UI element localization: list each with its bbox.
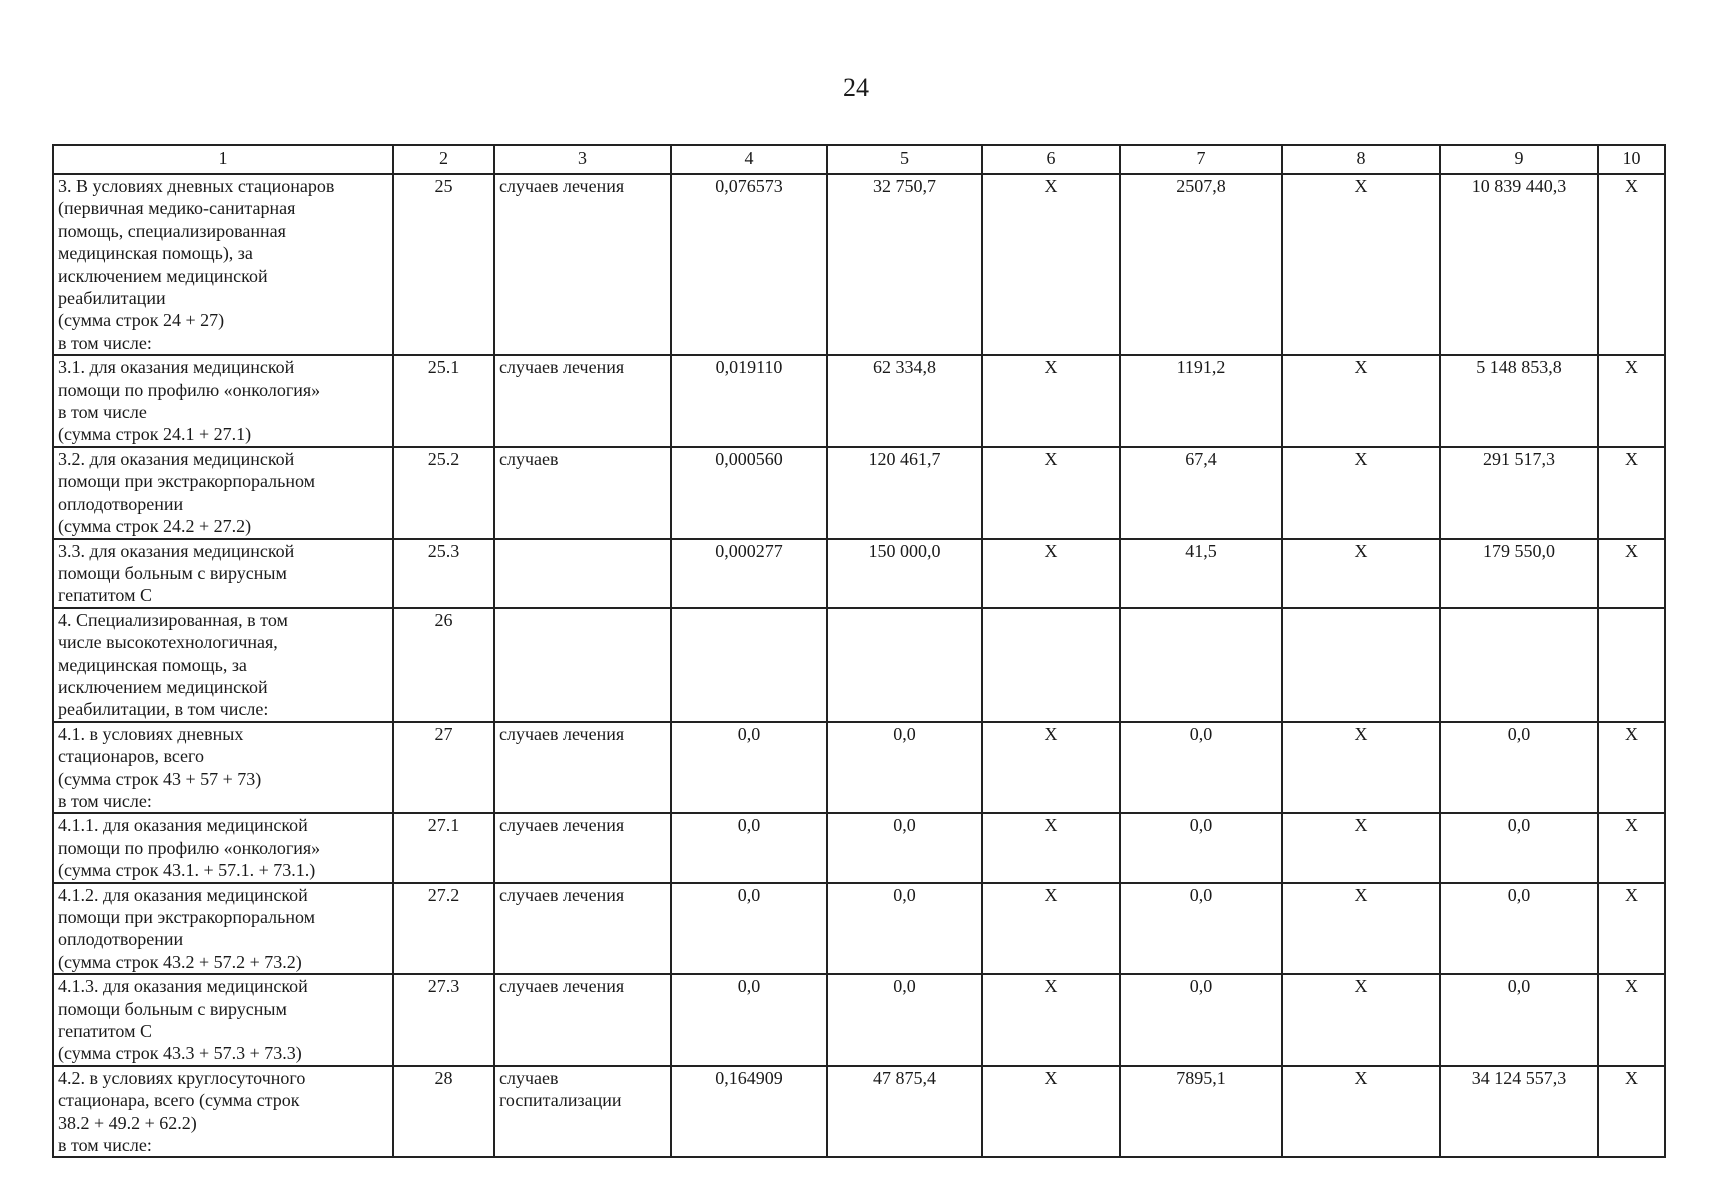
value-cell-c5: 0,0 bbox=[827, 813, 982, 882]
value-cell-c10: X bbox=[1598, 539, 1665, 608]
value-cell-c10: X bbox=[1598, 883, 1665, 975]
value-cell-c7: 1191,2 bbox=[1120, 355, 1282, 447]
row-description bbox=[53, 722, 393, 814]
value-cell-c5: 62 334,8 bbox=[827, 355, 982, 447]
unit-line: случаев bbox=[499, 448, 559, 469]
description-line: помощи при экстракорпоральном bbox=[58, 471, 316, 492]
value-cell-c9: 291 517,3 bbox=[1440, 447, 1598, 539]
column-header: 2 bbox=[393, 145, 494, 174]
unit-line: случаев лечения bbox=[499, 723, 625, 744]
value-cell-c4 bbox=[671, 608, 827, 722]
row-description bbox=[53, 355, 393, 447]
description-line: 4.1. в условиях дневных bbox=[58, 723, 244, 744]
value-cell-c5: 0,0 bbox=[827, 974, 982, 1066]
description-line: гепатитом С bbox=[58, 1021, 152, 1042]
row-code: 27 bbox=[393, 722, 494, 814]
value-cell-c4: 0,076573 bbox=[671, 174, 827, 355]
value-cell-c7: 2507,8 bbox=[1120, 174, 1282, 355]
value-cell-c8: X bbox=[1282, 447, 1440, 539]
value-cell-c5: 0,0 bbox=[827, 883, 982, 975]
unit-cell bbox=[494, 608, 671, 722]
table-row bbox=[53, 608, 1665, 722]
description-line: 4.2. в условиях круглосуточного bbox=[58, 1067, 306, 1088]
column-header: 1 bbox=[53, 145, 393, 174]
value-cell-c4: 0,000560 bbox=[671, 447, 827, 539]
value-cell-c5: 0,0 bbox=[827, 722, 982, 814]
value-cell-c9: 0,0 bbox=[1440, 722, 1598, 814]
row-description bbox=[53, 974, 393, 1066]
value-cell-c9: 10 839 440,3 bbox=[1440, 174, 1598, 355]
description-line: исключением медицинской bbox=[58, 676, 268, 697]
description-line: 4.1.3. для оказания медицинской bbox=[58, 976, 308, 997]
row-description bbox=[53, 174, 393, 355]
column-header: 4 bbox=[671, 145, 827, 174]
table-row bbox=[53, 974, 1665, 1066]
value-cell-c6: X bbox=[982, 355, 1120, 447]
unit-line: случаев лечения bbox=[499, 357, 625, 378]
value-cell-c8: X bbox=[1282, 174, 1440, 355]
value-cell-c9: 5 148 853,8 bbox=[1440, 355, 1598, 447]
value-cell-c7: 41,5 bbox=[1120, 539, 1282, 608]
value-cell-c9: 34 124 557,3 bbox=[1440, 1066, 1598, 1158]
unit-cell bbox=[494, 722, 671, 814]
value-cell-c5: 32 750,7 bbox=[827, 174, 982, 355]
description-line: в том числе bbox=[58, 402, 147, 423]
unit-line: случаев лечения bbox=[499, 815, 625, 836]
row-description bbox=[53, 883, 393, 975]
row-code: 27.2 bbox=[393, 883, 494, 975]
description-line: в том числе: bbox=[58, 1135, 152, 1156]
table-row bbox=[53, 355, 1665, 447]
column-header: 5 bbox=[827, 145, 982, 174]
table-row bbox=[53, 722, 1665, 814]
value-cell-c9: 0,0 bbox=[1440, 974, 1598, 1066]
row-description bbox=[53, 447, 393, 539]
value-cell-c6: X bbox=[982, 974, 1120, 1066]
row-description bbox=[53, 813, 393, 882]
unit-cell bbox=[494, 539, 671, 608]
column-header: 7 bbox=[1120, 145, 1282, 174]
row-description bbox=[53, 539, 393, 608]
description-line: 3.2. для оказания медицинской bbox=[58, 448, 295, 469]
value-cell-c6: X bbox=[982, 174, 1120, 355]
description-line: 38.2 + 49.2 + 62.2) bbox=[58, 1112, 197, 1133]
value-cell-c9: 179 550,0 bbox=[1440, 539, 1598, 608]
description-line: 3. В условиях дневных стационаров bbox=[58, 176, 335, 196]
description-line: медицинская помощь, за bbox=[58, 654, 247, 675]
description-line: 3.1. для оказания медицинской bbox=[58, 357, 295, 378]
description-line: 4.1.2. для оказания медицинской bbox=[58, 884, 308, 905]
description-line: (сумма строк 43.1. + 57.1. + 73.1.) bbox=[58, 860, 316, 881]
unit-cell bbox=[494, 974, 671, 1066]
table-row bbox=[53, 539, 1665, 608]
data-table bbox=[52, 144, 1666, 1158]
value-cell-c10: X bbox=[1598, 722, 1665, 814]
column-header: 9 bbox=[1440, 145, 1598, 174]
value-cell-c5: 120 461,7 bbox=[827, 447, 982, 539]
value-cell-c6 bbox=[982, 608, 1120, 722]
value-cell-c5: 47 875,4 bbox=[827, 1066, 982, 1158]
unit-cell bbox=[494, 447, 671, 539]
row-description bbox=[53, 1066, 393, 1158]
description-line: (сумма строк 43.3 + 57.3 + 73.3) bbox=[58, 1043, 302, 1064]
unit-cell bbox=[494, 883, 671, 975]
description-line: (сумма строк 24.2 + 27.2) bbox=[58, 516, 252, 537]
description-line: гепатитом С bbox=[58, 585, 152, 606]
unit-cell bbox=[494, 174, 671, 355]
value-cell-c8: X bbox=[1282, 974, 1440, 1066]
description-line: оплодотворении bbox=[58, 929, 184, 950]
column-header: 8 bbox=[1282, 145, 1440, 174]
description-line: (первичная медико-санитарная bbox=[58, 198, 296, 219]
value-cell-c7: 0,0 bbox=[1120, 883, 1282, 975]
value-cell-c9: 0,0 bbox=[1440, 883, 1598, 975]
value-cell-c7: 7895,1 bbox=[1120, 1066, 1282, 1158]
value-cell-c8: X bbox=[1282, 722, 1440, 814]
value-cell-c4: 0,0 bbox=[671, 722, 827, 814]
description-line: стационара, всего (сумма строк bbox=[58, 1090, 300, 1111]
value-cell-c10: X bbox=[1598, 813, 1665, 882]
description-line: стационаров, всего bbox=[58, 746, 204, 767]
description-line: исключением медицинской bbox=[58, 265, 268, 286]
value-cell-c4: 0,0 bbox=[671, 813, 827, 882]
row-code: 25.2 bbox=[393, 447, 494, 539]
column-header: 3 bbox=[494, 145, 671, 174]
row-description bbox=[53, 608, 393, 722]
description-line: реабилитации, в том числе: bbox=[58, 699, 269, 720]
table-row bbox=[53, 447, 1665, 539]
value-cell-c10: X bbox=[1598, 447, 1665, 539]
value-cell-c8: X bbox=[1282, 883, 1440, 975]
value-cell-c7: 0,0 bbox=[1120, 974, 1282, 1066]
table-body bbox=[53, 174, 1665, 1157]
unit-cell bbox=[494, 1066, 671, 1158]
description-line: помощь, специализированная bbox=[58, 220, 286, 241]
description-line: (сумма строк 24 + 27) bbox=[58, 310, 225, 331]
value-cell-c4: 0,019110 bbox=[671, 355, 827, 447]
description-line: помощи при экстракорпоральном bbox=[58, 907, 316, 927]
header-row bbox=[53, 145, 1665, 174]
value-cell-c9 bbox=[1440, 608, 1598, 722]
unit-cell bbox=[494, 813, 671, 882]
value-cell-c6: X bbox=[982, 447, 1120, 539]
unit-cell bbox=[494, 355, 671, 447]
value-cell-c8: X bbox=[1282, 813, 1440, 882]
value-cell-c6: X bbox=[982, 883, 1120, 975]
description-line: 4.1.1. для оказания медицинской bbox=[58, 815, 308, 836]
row-code: 27.1 bbox=[393, 813, 494, 882]
value-cell-c9: 0,0 bbox=[1440, 813, 1598, 882]
unit-line: случаев лечения bbox=[499, 176, 625, 196]
description-line: в том числе: bbox=[58, 332, 152, 353]
value-cell-c10: X bbox=[1598, 1066, 1665, 1158]
row-code: 28 bbox=[393, 1066, 494, 1158]
description-line: оплодотворении bbox=[58, 493, 184, 514]
unit-line: случаев лечения bbox=[499, 976, 625, 997]
row-code: 26 bbox=[393, 608, 494, 722]
value-cell-c5: 150 000,0 bbox=[827, 539, 982, 608]
description-line: помощи по профилю «онкология» bbox=[58, 379, 321, 400]
row-code: 27.3 bbox=[393, 974, 494, 1066]
value-cell-c10: X bbox=[1598, 974, 1665, 1066]
value-cell-c5 bbox=[827, 608, 982, 722]
value-cell-c7: 67,4 bbox=[1120, 447, 1282, 539]
description-line: (сумма строк 24.1 + 27.1) bbox=[58, 424, 252, 445]
value-cell-c8 bbox=[1282, 608, 1440, 722]
description-line: в том числе: bbox=[58, 790, 152, 811]
value-cell-c10 bbox=[1598, 608, 1665, 722]
description-line: 3.3. для оказания медицинской bbox=[58, 540, 295, 561]
column-header: 6 bbox=[982, 145, 1120, 174]
row-code: 25 bbox=[393, 174, 494, 355]
value-cell-c10: X bbox=[1598, 174, 1665, 355]
value-cell-c7: 0,0 bbox=[1120, 813, 1282, 882]
value-cell-c4: 0,164909 bbox=[671, 1066, 827, 1158]
row-code: 25.1 bbox=[393, 355, 494, 447]
value-cell-c6: X bbox=[982, 813, 1120, 882]
description-line: помощи по профилю «онкология» bbox=[58, 837, 321, 858]
value-cell-c4: 0,000277 bbox=[671, 539, 827, 608]
unit-line: случаев лечения bbox=[499, 884, 625, 905]
description-line: медицинская помощь), за bbox=[58, 243, 253, 264]
value-cell-c6: X bbox=[982, 1066, 1120, 1158]
page-number: 24 bbox=[843, 73, 869, 102]
value-cell-c7 bbox=[1120, 608, 1282, 722]
table-row bbox=[53, 174, 1665, 355]
value-cell-c8: X bbox=[1282, 539, 1440, 608]
value-cell-c6: X bbox=[982, 722, 1120, 814]
row-code: 25.3 bbox=[393, 539, 494, 608]
table-row bbox=[53, 883, 1665, 975]
description-line: помощи больным с вирусным bbox=[58, 998, 287, 1019]
value-cell-c6: X bbox=[982, 539, 1120, 608]
table-row bbox=[53, 1066, 1665, 1158]
description-line: 4. Специализированная, в том bbox=[58, 609, 288, 630]
description-line: (сумма строк 43 + 57 + 73) bbox=[58, 768, 262, 789]
value-cell-c7: 0,0 bbox=[1120, 722, 1282, 814]
unit-line: госпитализации bbox=[499, 1090, 622, 1111]
description-line: (сумма строк 43.2 + 57.2 + 73.2) bbox=[58, 951, 302, 972]
value-cell-c8: X bbox=[1282, 355, 1440, 447]
column-header: 10 bbox=[1598, 145, 1665, 174]
table-row bbox=[53, 813, 1665, 882]
description-line: числе высокотехнологичная, bbox=[58, 632, 278, 653]
description-line: реабилитации bbox=[58, 288, 166, 309]
value-cell-c8: X bbox=[1282, 1066, 1440, 1158]
unit-line: случаев bbox=[499, 1067, 559, 1088]
description-line: помощи больным с вирусным bbox=[58, 562, 287, 583]
value-cell-c4: 0,0 bbox=[671, 883, 827, 975]
value-cell-c4: 0,0 bbox=[671, 974, 827, 1066]
value-cell-c10: X bbox=[1598, 355, 1665, 447]
